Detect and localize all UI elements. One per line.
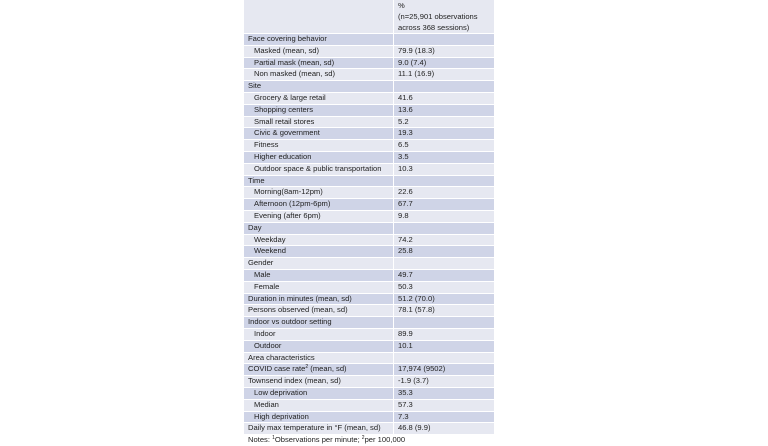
row-label-text: Morning(8am-12pm) bbox=[254, 187, 323, 197]
row-label-text: Area characteristics bbox=[248, 352, 315, 362]
row-label-text: High deprivation bbox=[254, 411, 309, 421]
table-row bbox=[244, 211, 494, 223]
row-label bbox=[244, 128, 394, 139]
row-value bbox=[394, 176, 494, 187]
row-label-text: Fitness bbox=[254, 140, 279, 150]
row-value bbox=[394, 81, 494, 92]
row-label bbox=[244, 117, 394, 128]
row-label-text: Male bbox=[254, 269, 271, 279]
table-section-row bbox=[244, 176, 494, 188]
row-label bbox=[244, 58, 394, 69]
row-label bbox=[244, 353, 394, 364]
table-section-row bbox=[244, 353, 494, 365]
row-label-text: Civic & government bbox=[254, 128, 320, 138]
row-label bbox=[244, 270, 394, 281]
table-section-row bbox=[244, 364, 494, 376]
header-percent: % bbox=[398, 1, 405, 10]
row-label bbox=[244, 423, 394, 434]
row-label bbox=[244, 140, 394, 151]
row-label bbox=[244, 341, 394, 352]
row-value bbox=[394, 34, 494, 45]
row-label-text: Low deprivation bbox=[254, 387, 308, 397]
row-label-text: Outdoor bbox=[254, 340, 282, 350]
row-label-text: COVID case rate bbox=[248, 364, 306, 374]
row-label-text: Weekday bbox=[254, 234, 286, 244]
row-label-superscript: 2 bbox=[305, 364, 309, 371]
row-label bbox=[244, 400, 394, 411]
row-value: 74.2 bbox=[398, 234, 413, 244]
row-label-text: Small retail stores bbox=[254, 116, 315, 126]
row-label bbox=[244, 199, 394, 210]
row-label-text: Evening (after 6pm) bbox=[254, 210, 321, 220]
table-row bbox=[244, 105, 494, 117]
row-label-text: Gender bbox=[248, 258, 274, 268]
table-row bbox=[244, 187, 494, 199]
row-value bbox=[394, 258, 494, 269]
table-row bbox=[244, 93, 494, 105]
notes-sup-2: 2 bbox=[361, 435, 365, 442]
row-label bbox=[244, 235, 394, 246]
row-label-text: Persons observed (mean, sd) bbox=[248, 305, 348, 315]
notes-text-1: Observations per minute; bbox=[274, 435, 362, 445]
row-label-text: Time bbox=[248, 175, 265, 185]
header-label-cell bbox=[244, 0, 394, 33]
table-row bbox=[244, 199, 494, 211]
row-value: 3.5 bbox=[398, 151, 409, 161]
row-label-text: Grocery & large retail bbox=[254, 92, 326, 102]
row-label-text: Weekend bbox=[254, 246, 286, 256]
row-label-text: Shopping centers bbox=[254, 104, 314, 114]
row-label-text: Duration in minutes (mean, sd) bbox=[248, 293, 352, 303]
row-value: 50.3 bbox=[398, 281, 413, 291]
row-label bbox=[244, 246, 394, 257]
table-row bbox=[244, 58, 494, 70]
row-value: 10.1 bbox=[398, 340, 413, 350]
row-value bbox=[394, 317, 494, 328]
table-section-row bbox=[244, 317, 494, 329]
row-value: 6.5 bbox=[398, 140, 409, 150]
row-value: 7.3 bbox=[398, 411, 409, 421]
row-label-text: Indoor bbox=[254, 328, 276, 338]
table-row bbox=[244, 235, 494, 247]
row-label-text: Median bbox=[254, 399, 279, 409]
row-label-text: Masked (mean, sd) bbox=[254, 45, 319, 55]
row-label-text: Day bbox=[248, 222, 262, 232]
notes-text-2: per 100,000 bbox=[364, 435, 406, 445]
row-label bbox=[244, 164, 394, 175]
row-value: 67.7 bbox=[398, 199, 413, 209]
table-row bbox=[244, 400, 494, 412]
row-label bbox=[244, 34, 394, 45]
table-row bbox=[244, 412, 494, 424]
row-label bbox=[244, 187, 394, 198]
table-header-row bbox=[244, 0, 494, 34]
table-section-row bbox=[244, 258, 494, 270]
table-row bbox=[244, 282, 494, 294]
row-label bbox=[244, 305, 394, 316]
row-label-text: Outdoor space & public transportation bbox=[254, 163, 382, 173]
row-label bbox=[244, 81, 394, 92]
row-label-text: Indoor vs outdoor setting bbox=[248, 317, 332, 327]
table-section-row bbox=[244, 223, 494, 235]
row-value: 11.1 (16.9) bbox=[398, 69, 435, 79]
table-section-row bbox=[244, 423, 494, 435]
table-section-row bbox=[244, 34, 494, 46]
table-section-row bbox=[244, 305, 494, 317]
row-label bbox=[244, 294, 394, 305]
row-label bbox=[244, 412, 394, 423]
row-label bbox=[244, 211, 394, 222]
header-sessions: across 368 sessions) bbox=[398, 22, 470, 32]
row-label bbox=[244, 152, 394, 163]
row-value bbox=[394, 353, 494, 364]
row-value: 10.3 bbox=[398, 163, 413, 173]
row-label bbox=[244, 282, 394, 293]
row-label-text: Site bbox=[248, 81, 262, 91]
row-value: 19.3 bbox=[398, 128, 413, 138]
table-row bbox=[244, 140, 494, 152]
row-value: 89.9 bbox=[398, 328, 413, 338]
table-section-row bbox=[244, 376, 494, 388]
row-value: 57.3 bbox=[398, 399, 413, 409]
row-label-text: Daily max temperature in °F (mean, sd) bbox=[248, 423, 381, 433]
descriptive-statistics-table bbox=[244, 0, 494, 445]
table-row bbox=[244, 341, 494, 353]
row-value: 13.6 bbox=[398, 104, 413, 114]
row-label bbox=[244, 258, 394, 269]
row-label bbox=[244, 93, 394, 104]
notes-sup-1: 1 bbox=[272, 435, 275, 442]
row-label-text: Female bbox=[254, 281, 280, 291]
table-row bbox=[244, 388, 494, 400]
row-value: 22.6 bbox=[398, 187, 413, 197]
row-label-text: Higher education bbox=[254, 151, 312, 161]
row-label-text: Partial mask (mean, sd) bbox=[254, 57, 335, 67]
row-value: 49.7 bbox=[398, 269, 413, 279]
row-value: 9.0 (7.4) bbox=[398, 57, 427, 67]
row-label bbox=[244, 317, 394, 328]
row-label-text: Face covering behavior bbox=[248, 34, 327, 43]
row-value bbox=[394, 223, 494, 234]
row-value: 41.6 bbox=[398, 92, 413, 102]
row-label-text: Non masked (mean, sd) bbox=[254, 69, 336, 79]
table-row bbox=[244, 117, 494, 129]
row-label bbox=[244, 376, 394, 387]
row-value: 5.2 bbox=[398, 116, 409, 126]
row-label bbox=[244, 223, 394, 234]
row-label-suffix: (mean, sd) bbox=[308, 364, 347, 374]
row-value: 9.8 bbox=[398, 210, 409, 220]
header-value-cell bbox=[394, 0, 494, 33]
table-row bbox=[244, 329, 494, 341]
table-row bbox=[244, 69, 494, 81]
row-label bbox=[244, 364, 394, 375]
row-label bbox=[244, 176, 394, 187]
table-row bbox=[244, 164, 494, 176]
table-section-row bbox=[244, 294, 494, 306]
row-label bbox=[244, 105, 394, 116]
row-label-text: Townsend index (mean, sd) bbox=[248, 376, 341, 386]
row-label bbox=[244, 69, 394, 80]
table-notes bbox=[244, 435, 494, 446]
table-body bbox=[244, 34, 494, 435]
table-row bbox=[244, 128, 494, 140]
table-row bbox=[244, 152, 494, 164]
row-value: -1.9 (3.7) bbox=[398, 376, 429, 386]
row-value: 79.9 (18.3) bbox=[398, 45, 435, 55]
row-value: 17,974 (9502) bbox=[398, 364, 446, 374]
notes-prefix: Notes: bbox=[248, 435, 273, 445]
row-label bbox=[244, 46, 394, 57]
row-value: 35.3 bbox=[398, 387, 413, 397]
row-value: 78.1 (57.8) bbox=[398, 305, 435, 315]
header-sample-size: (n=25,901 observations bbox=[398, 11, 478, 21]
row-label bbox=[244, 329, 394, 340]
row-value: 25.8 bbox=[398, 246, 413, 256]
row-value: 46.8 (9.9) bbox=[398, 423, 431, 433]
row-label-text: Afternoon (12pm-6pm) bbox=[254, 199, 331, 209]
table-section-row bbox=[244, 81, 494, 93]
row-value: 51.2 (70.0) bbox=[398, 293, 435, 303]
row-label bbox=[244, 388, 394, 399]
table-row bbox=[244, 46, 494, 58]
table-row bbox=[244, 270, 494, 282]
table-row bbox=[244, 246, 494, 258]
